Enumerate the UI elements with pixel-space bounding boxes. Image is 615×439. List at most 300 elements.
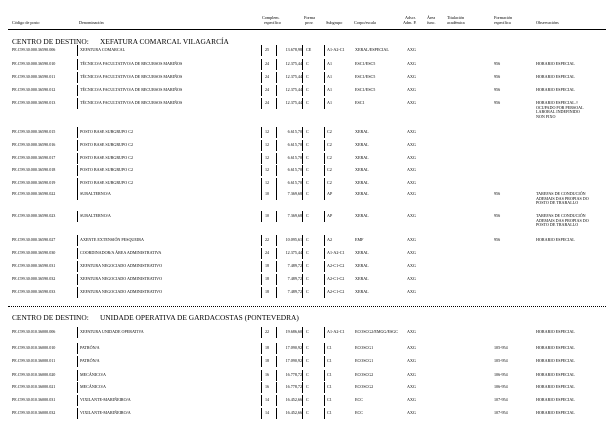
column-divider <box>302 343 303 354</box>
cell-subgrupo: C2 <box>327 167 332 172</box>
column-divider <box>276 45 277 56</box>
column-divider <box>276 274 277 285</box>
cell-corpo: XERAL <box>355 250 369 255</box>
column-divider <box>77 356 78 367</box>
cell-adscr: AXG <box>407 372 416 377</box>
column-divider <box>276 395 277 406</box>
column-divider <box>77 261 78 272</box>
column-divider <box>276 261 277 272</box>
column-divider <box>324 248 325 259</box>
observation-line: HORARIO ESPECIAL // <box>536 100 578 105</box>
column-divider <box>276 356 277 367</box>
cell-codigo: PE.C99.30.010.36000.020 <box>12 372 56 377</box>
cell-forma: C <box>306 397 309 402</box>
cell-nivel: 12 <box>265 180 270 185</box>
observation-line: POSTO DE TRABALLO <box>536 200 579 206</box>
center-of-destination-heading <box>12 313 299 322</box>
column-divider <box>324 45 325 56</box>
cell-codigo: PE.C99.30.000.36590.017 <box>12 155 56 160</box>
cell-nivel: 18 <box>265 263 270 268</box>
cell-forma: C <box>306 142 309 147</box>
cell-subgrupo: A2-C1-C2 <box>327 289 345 294</box>
cell-nivel: 24 <box>265 100 270 105</box>
cell-codigo: PE.C99.30.000.36590.023 <box>12 213 56 218</box>
cell-complem: 13.678,98 <box>285 47 302 52</box>
cell-subgrupo: A1-A2-C1 <box>327 250 345 255</box>
column-divider <box>276 248 277 259</box>
cell-complem: 7.489,72 <box>287 276 302 281</box>
cell-nivel: 14 <box>265 410 270 415</box>
cell-observacions <box>536 330 606 335</box>
cell-complem: 7.489,72 <box>287 289 302 294</box>
column-divider <box>77 287 78 298</box>
cell-denominacion: POSTO BASE SUBGRUPO C2 <box>80 167 134 172</box>
cell-subgrupo: A1-A2-C1 <box>327 329 345 334</box>
column-divider <box>276 370 277 381</box>
column-divider <box>324 59 325 70</box>
cell-codigo: PE.C99.30.000.36590.016 <box>12 142 56 147</box>
cell-denominacion: MECÁNICO/A <box>80 372 106 377</box>
column-divider <box>302 287 303 298</box>
column-divider <box>261 98 262 109</box>
column-divider <box>276 165 277 176</box>
cell-nivel: 24 <box>265 250 270 255</box>
column-divider <box>276 140 277 151</box>
cell-complem: 12.375,44 <box>285 250 302 255</box>
column-divider <box>302 211 303 222</box>
cell-formacion: 107-954 <box>494 410 508 415</box>
column-divider <box>261 370 262 381</box>
cell-formacion: 956 <box>494 100 501 105</box>
table-header <box>0 10 615 30</box>
cell-subgrupo: A2-C1-C2 <box>327 276 345 281</box>
column-divider <box>302 189 303 200</box>
cell-complem: 7.369,68 <box>287 191 302 196</box>
observation-line: HORARIO ESPECIAL <box>536 74 575 79</box>
observation-line: HORARIO ESPECIAL <box>536 410 575 415</box>
column-divider <box>77 248 78 259</box>
cell-formacion: 956 <box>494 213 501 218</box>
cell-denominacion: PATRÓN/A <box>80 358 100 363</box>
column-divider <box>302 382 303 393</box>
cell-corpo: XERAL <box>355 129 369 134</box>
cell-nivel: 18 <box>265 276 270 281</box>
cell-forma: C <box>306 289 309 294</box>
column-divider <box>261 248 262 259</box>
column-divider <box>324 395 325 406</box>
column-divider <box>324 85 325 96</box>
cell-formacion: 107-954 <box>494 397 508 402</box>
cell-observacions <box>536 75 606 80</box>
column-divider <box>302 248 303 259</box>
column-divider <box>261 140 262 151</box>
cell-corpo: ECC <box>355 397 363 402</box>
cell-denominacion: COORDINADOR/A ÁREA ADMINISTRATIVA <box>80 250 162 255</box>
cell-codigo: PE.C99.30.000.36590.031 <box>12 263 56 268</box>
cell-denominacion: XEFATURA NEGOCIADO ADMINISTRATIVO <box>80 263 163 268</box>
cell-corpo: ECOSCG2/EMGG/ESGC <box>355 329 398 334</box>
column-divider <box>276 98 277 109</box>
cell-codigo: PE.C99.30.010.36000.010 <box>12 345 56 350</box>
cell-adscr: AXG <box>407 47 416 52</box>
column-divider <box>324 370 325 381</box>
cell-subgrupo: A1 <box>327 87 333 92</box>
cell-complem: 6.615,70 <box>287 167 302 172</box>
column-divider <box>302 395 303 406</box>
observation-line: HORARIO ESPECIAL <box>536 237 575 242</box>
cell-formacion: 105-954 <box>494 345 508 350</box>
col-header-forma-l2: prov. <box>305 20 314 25</box>
cell-observacions <box>536 192 606 206</box>
cell-codigo: PE.C99.30.010.36000.011 <box>12 358 56 363</box>
observation-line: HORARIO ESPECIAL <box>536 61 575 66</box>
cell-corpo: XERAL <box>355 191 369 196</box>
cell-adscr: AXG <box>407 129 416 134</box>
cell-subgrupo: C1 <box>327 358 332 363</box>
cell-subgrupo: C2 <box>327 155 332 160</box>
cell-nivel: 24 <box>265 74 270 79</box>
cell-corpo: ECOSCG1 <box>355 358 374 363</box>
cell-adscr: AXG <box>407 191 416 196</box>
cell-codigo: PE.C99.30.000.36590.022 <box>12 191 56 196</box>
column-divider <box>324 140 325 151</box>
column-divider <box>302 261 303 272</box>
column-divider <box>276 178 277 189</box>
column-divider <box>324 178 325 189</box>
cell-forma: C <box>306 129 309 134</box>
observation-line: HORARIO ESPECIAL <box>536 397 575 402</box>
cell-adscr: AXG <box>407 263 416 268</box>
cell-adscr: AXG <box>407 384 416 389</box>
cell-adscr: AXG <box>407 100 416 105</box>
observation-line: TAREFAS DE CONDUCIÓN <box>536 213 586 218</box>
cell-denominacion: XEFATURA UNIDADE OPERATIVA <box>80 329 144 334</box>
observation-line: HORARIO ESPECIAL <box>536 345 575 350</box>
column-divider <box>324 356 325 367</box>
column-divider <box>77 211 78 222</box>
cell-subgrupo: C2 <box>327 180 332 185</box>
header-rule <box>8 29 606 30</box>
column-divider <box>276 72 277 83</box>
cell-denominacion: POSTO BASE SUBGRUPO C2 <box>80 180 134 185</box>
cell-formacion: 956 <box>494 191 501 196</box>
cell-denominacion: PATRÓN/A <box>80 345 100 350</box>
column-divider <box>77 178 78 189</box>
cell-codigo: PE.C99.30.000.36590.010 <box>12 61 56 66</box>
column-divider <box>302 235 303 246</box>
column-divider <box>261 408 262 419</box>
col-header-corpo: Corpo/escala <box>354 20 376 25</box>
column-divider <box>302 408 303 419</box>
cell-codigo: PE.C99.30.000.36590.013 <box>12 100 56 105</box>
cell-forma: C <box>306 180 309 185</box>
cell-corpo: ECOSCG1 <box>355 345 374 350</box>
observation-line: HORARIO ESPECIAL <box>536 358 575 363</box>
cell-complem: 6.615,70 <box>287 142 302 147</box>
cell-observacions <box>536 214 606 228</box>
column-divider <box>324 287 325 298</box>
cell-denominacion: XEFATURA NEGOCIADO ADMINISTRATIVO <box>80 276 163 281</box>
cell-observacions <box>536 101 606 119</box>
column-divider <box>324 189 325 200</box>
column-divider <box>77 85 78 96</box>
cell-forma: C <box>306 384 309 389</box>
cell-formacion: 956 <box>494 61 501 66</box>
cell-forma: C <box>306 358 309 363</box>
cell-adscr: AXG <box>407 237 416 242</box>
cell-complem: 7.369,68 <box>287 213 302 218</box>
col-header-denominacion: Denominación <box>79 20 104 25</box>
column-divider <box>302 127 303 138</box>
column-divider <box>261 235 262 246</box>
cell-denominacion: TÉCNICO/A FACULTATIVO/A DE RECURSOS MARIÑOS <box>80 74 183 79</box>
cell-observacions <box>536 359 606 364</box>
column-divider <box>276 382 277 393</box>
cell-formacion: 956 <box>494 237 501 242</box>
cell-complem: 12.375,44 <box>285 61 302 66</box>
cell-forma: C <box>306 237 309 242</box>
cell-complem: 12.375,44 <box>285 87 302 92</box>
col-header-titulacion-l1: Titulación <box>447 15 465 20</box>
cell-subgrupo: C2 <box>327 142 332 147</box>
cell-codigo: PE.C99.30.010.36000.021 <box>12 384 56 389</box>
column-divider <box>261 261 262 272</box>
cell-corpo: ESC1/ESC5 <box>355 87 376 92</box>
center-name: XEFATURA COMARCAL VILAGARCÍA <box>100 37 229 46</box>
column-divider <box>276 85 277 96</box>
cell-nivel: 18 <box>265 289 270 294</box>
column-divider <box>77 370 78 381</box>
cell-subgrupo: C2 <box>327 129 332 134</box>
column-divider <box>276 127 277 138</box>
observation-line: HORARIO ESPECIAL <box>536 87 575 92</box>
cell-nivel: 25 <box>265 47 270 52</box>
column-divider <box>324 327 325 338</box>
column-divider <box>77 274 78 285</box>
observation-line: LABORAL INDEFINIDO <box>536 109 580 115</box>
col-header-titulacion-l2: académica <box>447 20 465 25</box>
column-divider <box>261 178 262 189</box>
cell-codigo: PE.C99.30.010.36000.031 <box>12 397 56 402</box>
cell-forma: C <box>306 345 309 350</box>
cell-codigo: PE.C99.30.000.36590.032 <box>12 276 56 281</box>
cell-corpo: XERAL <box>355 155 369 160</box>
column-divider <box>77 165 78 176</box>
column-divider <box>276 327 277 338</box>
cell-adscr: AXG <box>407 155 416 160</box>
cell-subgrupo: A1-A2-C1 <box>327 47 345 52</box>
column-divider <box>276 153 277 164</box>
center-name: UNIDADE OPERATIVA DE GARDACOSTAS (PONTEVEDRA) <box>100 313 299 322</box>
cell-complem: 12.375,44 <box>285 74 302 79</box>
column-divider <box>302 274 303 285</box>
cell-denominacion: XEFATURA COMARCAL <box>80 47 126 52</box>
column-divider <box>302 178 303 189</box>
column-divider <box>302 72 303 83</box>
column-divider <box>77 153 78 164</box>
column-divider <box>276 408 277 419</box>
cell-subgrupo: A1 <box>327 61 333 66</box>
cell-subgrupo: A2-C1-C2 <box>327 263 345 268</box>
column-divider <box>302 85 303 96</box>
col-header-codigo: Código de posto <box>12 20 40 25</box>
cell-complem: 12.375,44 <box>285 100 302 105</box>
column-divider <box>261 45 262 56</box>
cell-corpo: XERAL <box>355 276 369 281</box>
cell-subgrupo: A1 <box>327 100 333 105</box>
column-divider <box>302 327 303 338</box>
cell-corpo: XERAL <box>355 142 369 147</box>
observation-line: HORARIO ESPECIAL <box>536 372 575 377</box>
cell-subgrupo: C1 <box>327 397 332 402</box>
cell-complem: 17.090,92 <box>285 358 302 363</box>
cell-nivel: 22 <box>265 237 270 242</box>
observation-line: POSTO DE TRABALLO <box>536 222 579 228</box>
cell-adscr: AXG <box>407 61 416 66</box>
column-divider <box>276 287 277 298</box>
column-divider <box>261 287 262 298</box>
cell-forma: C <box>306 250 309 255</box>
col-header-subgrupo: Subgrupo <box>326 20 343 25</box>
cell-codigo: PE.C99.30.000.36590.015 <box>12 129 56 134</box>
cell-adscr: AXG <box>407 289 416 294</box>
cell-forma: C <box>306 155 309 160</box>
cell-nivel: 12 <box>265 155 270 160</box>
cell-adscr: AXG <box>407 358 416 363</box>
cell-codigo: PE.C99.30.000.36590.027 <box>12 237 56 242</box>
column-divider <box>77 382 78 393</box>
column-divider <box>77 343 78 354</box>
column-divider <box>77 98 78 109</box>
column-divider <box>324 261 325 272</box>
column-divider <box>261 189 262 200</box>
cell-corpo: ESC1/ESC5 <box>355 74 376 79</box>
center-label: CENTRO DE DESTINO: <box>12 37 89 46</box>
cell-adscr: AXG <box>407 87 416 92</box>
cell-subgrupo: C1 <box>327 345 332 350</box>
cell-complem: 17.090,92 <box>285 345 302 350</box>
cell-adscr: AXG <box>407 410 416 415</box>
cell-denominacion: SUBALTERNO/A <box>80 191 111 196</box>
cell-denominacion: TÉCNICO/A FACULTATIVO/A DE RECURSOS MARIÑOS <box>80 100 183 105</box>
cell-corpo: ESC1/ESC5 <box>355 61 376 66</box>
col-header-complem-l2: específico <box>264 20 281 25</box>
cell-corpo: ECOSCG2 <box>355 372 374 377</box>
cell-complem: 6.615,70 <box>287 129 302 134</box>
column-divider <box>261 274 262 285</box>
column-divider <box>276 211 277 222</box>
cell-adscr: AXG <box>407 167 416 172</box>
observation-line: OCUPADO POR PERSOAL <box>536 104 584 110</box>
column-divider <box>77 235 78 246</box>
cell-adscr: AXG <box>407 345 416 350</box>
cell-subgrupo: C1 <box>327 372 332 377</box>
cell-forma: C <box>306 191 309 196</box>
cell-formacion: 106-954 <box>494 384 508 389</box>
cell-forma: C <box>306 372 309 377</box>
cell-observacions <box>536 88 606 93</box>
column-divider <box>77 408 78 419</box>
cell-denominacion: VIXILANTE-MARIÑEIRO/A <box>80 410 131 415</box>
column-divider <box>261 343 262 354</box>
observation-line: ADEMAIS DAS PROPIAS DO <box>536 195 589 201</box>
cell-subgrupo: AP <box>327 213 333 218</box>
column-divider <box>261 395 262 406</box>
cell-nivel: 24 <box>265 87 270 92</box>
column-divider <box>261 382 262 393</box>
col-header-area-l1: Área <box>427 15 436 20</box>
cell-nivel: 22 <box>265 329 270 334</box>
observation-line: HORARIO ESPECIAL <box>536 384 575 389</box>
cell-formacion: 956 <box>494 87 501 92</box>
cell-corpo: XERAL <box>355 213 369 218</box>
column-divider <box>261 211 262 222</box>
column-divider <box>324 343 325 354</box>
cell-complem: 6.615,70 <box>287 155 302 160</box>
column-divider <box>261 165 262 176</box>
cell-complem: 19.686,60 <box>285 329 302 334</box>
column-divider <box>324 153 325 164</box>
column-divider <box>302 98 303 109</box>
cell-nivel: 14 <box>265 397 270 402</box>
column-divider <box>324 127 325 138</box>
column-divider <box>302 370 303 381</box>
cell-codigo: PE.C99.30.010.36000.006 <box>12 329 56 334</box>
cell-denominacion: MECÁNICO/A <box>80 384 106 389</box>
cell-adscr: AXG <box>407 74 416 79</box>
cell-forma: C <box>306 100 309 105</box>
column-divider <box>261 153 262 164</box>
cell-codigo: PE.C99.30.010.36000.032 <box>12 410 56 415</box>
section-separator <box>8 306 606 307</box>
cell-complem: 6.615,70 <box>287 180 302 185</box>
column-divider <box>302 59 303 70</box>
cell-nivel: 24 <box>265 61 270 66</box>
cell-corpo: XERAL <box>355 180 369 185</box>
cell-formacion: 956 <box>494 74 501 79</box>
cell-forma: C <box>306 410 309 415</box>
cell-adscr: AXG <box>407 180 416 185</box>
cell-corpo: ECOSCG2 <box>355 384 374 389</box>
cell-nivel: 10 <box>265 213 270 218</box>
observation-line: HORARIO ESPECIAL <box>536 329 575 334</box>
cell-subgrupo: C1 <box>327 410 332 415</box>
cell-forma: C <box>306 167 309 172</box>
cell-denominacion: SUBALTERNO/A <box>80 213 111 218</box>
column-divider <box>324 72 325 83</box>
cell-complem: 16.778,72 <box>285 372 302 377</box>
cell-forma: C <box>306 74 309 79</box>
col-header-complem-l1: Complem. <box>262 15 280 20</box>
cell-forma: C <box>306 329 309 334</box>
cell-nivel: 18 <box>265 345 270 350</box>
column-divider <box>302 153 303 164</box>
cell-observacions <box>536 385 606 390</box>
column-divider <box>276 235 277 246</box>
cell-complem: 10.095,61 <box>285 237 302 242</box>
column-divider <box>276 59 277 70</box>
cell-nivel: 12 <box>265 142 270 147</box>
column-divider <box>77 327 78 338</box>
cell-corpo: ESC1 <box>355 100 365 105</box>
cell-denominacion: POSTO BASE SUBGRUPO C2 <box>80 155 134 160</box>
cell-subgrupo: C1 <box>327 384 332 389</box>
cell-denominacion: AXENTE EXTENSIÓN PESQUEIRA <box>80 237 144 242</box>
column-divider <box>324 235 325 246</box>
col-header-adscr-l1: Adscr. <box>405 15 416 20</box>
observation-line: ADEMAIS DAS PROPIAS DO <box>536 217 589 223</box>
column-divider <box>276 189 277 200</box>
